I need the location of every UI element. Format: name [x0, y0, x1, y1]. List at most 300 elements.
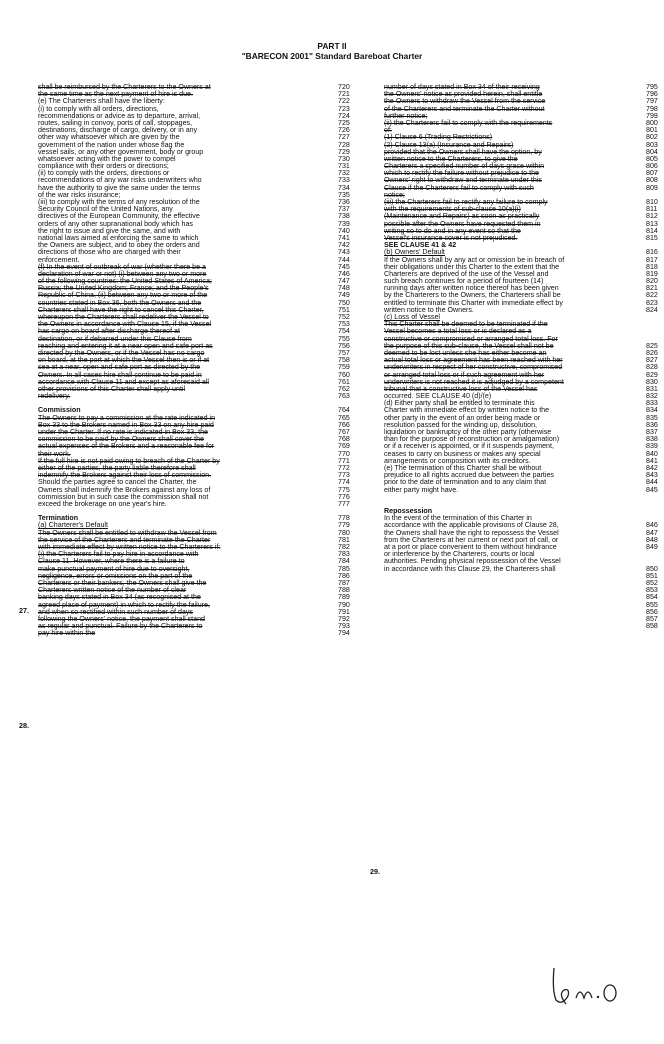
clause-text: than for the purpose of reconstruction or amalgamation) — [384, 435, 560, 444]
clause-text: whatsoever acting with the power to compel — [38, 154, 176, 163]
line-number: 799 — [646, 111, 658, 120]
line-number: 809 — [646, 183, 658, 192]
line-number: 838 — [646, 435, 658, 444]
line-number: 831 — [646, 384, 658, 393]
line-number: 720 — [338, 83, 350, 91]
clause-text: accordance with the applicable provisions of Clause 28, — [384, 521, 559, 530]
line-number: 849 — [646, 543, 658, 551]
line-number: 749 — [338, 291, 350, 300]
clause-text: the Owners in accordance with Clause 15, if the Vessel — [38, 320, 212, 329]
line-number: 759 — [338, 363, 350, 372]
clause-text: actual expenses of the Brokers and a reasonable fee for — [38, 442, 215, 451]
line-number: 774 — [338, 478, 350, 487]
clause-text: reaching and entering it at a near open and safe port as — [38, 341, 213, 350]
line-number: 804 — [646, 147, 658, 156]
line-number: 727 — [338, 133, 350, 142]
clause-text: orders of any other supranational body which has — [38, 219, 193, 228]
clause-text: vessel sails, or any other government, body or group — [38, 147, 204, 156]
clause-text: Vessel's insurance cover is not prejudiced. — [384, 233, 518, 242]
right-line — [384, 494, 664, 501]
line-number: 850 — [646, 564, 658, 573]
clause-text: recommendations of any war risks underwriters who — [38, 176, 202, 185]
clause-text: notice; — [384, 190, 405, 199]
clause-text: government of the nation under whose flag the — [38, 140, 185, 149]
line-number: 752 — [338, 313, 350, 321]
clause-text: prejudice to all rights accrued due between the parties — [384, 471, 554, 480]
clause-text: following the Owners' notice, the payment shall stand — [38, 614, 205, 623]
page-header — [0, 41, 664, 61]
line-number: 856 — [646, 607, 658, 616]
line-number: 822 — [646, 291, 658, 300]
line-number: 802 — [646, 133, 658, 142]
clause-text: Box 33 to the Brokers named in Box 33 on any hire paid — [38, 420, 214, 429]
clause-text: as regular and punctual. Failure by the Charterers to — [38, 622, 203, 631]
clause-text: directives of the European Community, the effective — [38, 212, 200, 221]
line-number: 726 — [338, 126, 350, 135]
clause-text: (ii) to comply with the orders, directions or — [38, 169, 170, 178]
clause-text: Charterers written notice of the number of clear — [38, 586, 187, 595]
clause-text: shall be reimbursed by the Charterers to the Owners at — [38, 83, 211, 91]
line-number: 790 — [338, 600, 350, 609]
clause-text: directed by the Owners, or if the Vessel has no cargo — [38, 348, 205, 357]
line-number: 826 — [646, 348, 658, 357]
clause-text: make punctual payment of hire due to oversight, — [38, 564, 190, 573]
section-number-28: 28. — [19, 721, 29, 730]
line-number: 772 — [338, 463, 350, 472]
line-number: 724 — [338, 111, 350, 120]
line-number: 796 — [646, 90, 658, 99]
line-number: 829 — [646, 370, 658, 379]
clause-text: of: — [384, 126, 392, 135]
clause-text: whereupon the Charterers shall redeliver the Vessel to — [38, 313, 209, 321]
clause-text: on board, at the port at which the Vessel then is or if at — [38, 356, 210, 365]
line-number: 824 — [646, 305, 658, 314]
clause-text: in accordance with this Clause 29, the Charterers shall — [384, 564, 556, 573]
line-number: 741 — [338, 233, 350, 242]
clause-text: underwriters in respect of her constructive, compromised — [384, 363, 563, 372]
clause-text: prior to the date of termination and to any claim that — [384, 478, 547, 487]
left-line — [38, 501, 360, 508]
clause-text: the Owners shall have the right to repossess the Vessel — [384, 528, 559, 537]
clause-text: Charter with immediate effect by written notice to the — [384, 406, 550, 415]
clause-text: agreed place of payment) in which to rectify the failure, — [38, 600, 210, 609]
clause-text: (c) Loss of Vessel — [384, 313, 440, 321]
line-number: 761 — [338, 377, 350, 386]
clause-text: banking days stated in Box 34 (as recognised at the — [38, 593, 201, 602]
line-number: 783 — [338, 550, 350, 559]
line-number: 760 — [338, 370, 350, 379]
line-number: 740 — [338, 226, 350, 235]
line-number: 735 — [338, 190, 350, 199]
line-number: 762 — [338, 384, 350, 393]
right-line — [384, 623, 664, 630]
line-number: 731 — [338, 162, 350, 171]
clause-text: Vessel becomes a total loss or is declared as a — [384, 327, 532, 336]
section-number-29: 29. — [370, 867, 380, 876]
clause-text: provided that the Owners shall have the option, by — [384, 147, 542, 156]
line-number: 817 — [646, 255, 658, 264]
clause-text: (i) to comply with all orders, directions, — [38, 104, 159, 113]
clause-text: Security Council of the United Nations, any — [38, 205, 173, 214]
clause-text: their obligations under this Charter to the extent that the — [384, 262, 560, 271]
clause-text: or arranged total loss or if such agreement with her — [384, 370, 545, 379]
line-number: 730 — [338, 154, 350, 163]
line-number: 725 — [338, 118, 350, 127]
clause-text: Charterers a specified number of days grace within — [384, 162, 545, 171]
line-number: 801 — [646, 126, 658, 135]
clause-text: running days after written notice thereof has been given — [384, 284, 559, 293]
clause-text: Clause 11. However, where there is a failure to — [38, 557, 185, 566]
line-number: 751 — [338, 305, 350, 314]
right-column — [384, 84, 664, 630]
line-number: 816 — [646, 248, 658, 257]
line-number: 756 — [338, 341, 350, 350]
line-number: 839 — [646, 442, 658, 451]
right-line — [384, 120, 664, 127]
line-number: 770 — [338, 449, 350, 458]
line-number: 780 — [338, 528, 350, 537]
line-number: 732 — [338, 169, 350, 178]
line-number: 788 — [338, 586, 350, 595]
line-number: 808 — [646, 176, 658, 185]
clause-text: Should the parties agree to cancel the Charter, the — [38, 478, 197, 487]
clause-text: declaration of war or not) (i) between any two or more — [38, 269, 207, 278]
clause-text: their work. — [38, 449, 71, 458]
line-number: 784 — [338, 557, 350, 566]
clause-text: written notice to the Owners. — [384, 305, 474, 314]
line-number: 847 — [646, 528, 658, 537]
clause-text: Charterers are deprived of the use of the Vessel and — [384, 269, 549, 278]
clause-text: (Maintenance and Repairs) as soon as practically — [384, 212, 540, 221]
clause-text: by the Charterers to the Owners, the Charterers shall be — [384, 291, 561, 300]
clause-text: the Owners to withdraw the Vessel from the service — [384, 97, 546, 106]
left-column — [38, 84, 360, 637]
line-number: 791 — [338, 607, 350, 616]
line-number: 823 — [646, 298, 658, 307]
line-number: 852 — [646, 578, 658, 587]
left-line — [38, 630, 360, 637]
clause-text: possible after the Owners have requested them in — [384, 219, 541, 228]
line-number: 803 — [646, 140, 658, 149]
line-number: 835 — [646, 413, 658, 422]
line-number: 819 — [646, 269, 658, 278]
line-number: 797 — [646, 97, 658, 106]
line-number: 846 — [646, 521, 658, 530]
line-number: 750 — [338, 298, 350, 307]
clause-text: other way whatsoever which are given by the — [38, 133, 180, 142]
clause-text: ceases to carry on business or makes any special — [384, 449, 541, 458]
clause-text: other party in the event of an order being made or — [384, 413, 541, 422]
line-number: 798 — [646, 104, 658, 113]
line-number: 768 — [338, 435, 350, 444]
line-number: 781 — [338, 535, 350, 544]
line-number: 754 — [338, 327, 350, 336]
line-number: 786 — [338, 571, 350, 580]
clause-text: resolution passed for the winding up, dissolution, — [384, 420, 538, 429]
line-number: 753 — [338, 320, 350, 329]
clause-text: entitled to terminate this Charter with immediate effect by — [384, 298, 563, 307]
clause-text: written notice to the Charterers, to give the — [384, 154, 518, 163]
line-number: 832 — [646, 392, 658, 401]
left-line — [38, 508, 360, 515]
line-number: 821 — [646, 284, 658, 293]
clause-text: of the following countries: the United States of America; — [38, 277, 212, 286]
line-number: 766 — [338, 420, 350, 429]
line-number: 782 — [338, 543, 350, 551]
clause-text: Charterers shall have the right to cancel this Charter, — [38, 305, 204, 314]
clause-text: routes, sailing in convoy, ports of call, stoppages, — [38, 118, 193, 127]
line-number: 777 — [338, 499, 350, 508]
clause-text: the same time as the next payment of hire is due. — [38, 90, 193, 99]
clause-text: pay hire within the — [38, 629, 96, 638]
line-number: 776 — [338, 492, 350, 501]
line-number: 843 — [646, 471, 658, 480]
line-number: 742 — [338, 241, 350, 250]
left-line — [38, 393, 360, 400]
clause-text: the right to issue and give the same, and with — [38, 226, 181, 235]
line-number: 825 — [646, 341, 658, 350]
line-number: 807 — [646, 169, 658, 178]
line-number: 721 — [338, 90, 350, 99]
line-number: 815 — [646, 233, 658, 242]
line-number: 827 — [646, 356, 658, 365]
line-number: 853 — [646, 586, 658, 595]
clause-text: (iii) to comply with the terms of any resolution of the — [38, 198, 200, 206]
line-number: 806 — [646, 162, 658, 171]
line-number: 810 — [646, 198, 658, 206]
clause-text: Owners shall indemnify the Brokers against any loss of — [38, 485, 211, 494]
line-number: 840 — [646, 449, 658, 458]
clause-text: tribunal that a constructive loss of the Vessel has — [384, 384, 538, 393]
line-number: 764 — [338, 406, 350, 415]
clause-text: of the war risks insurance; — [38, 190, 121, 199]
clause-text: with immediate effect by written notice to the Charterers if: — [38, 543, 221, 551]
line-number: 773 — [338, 471, 350, 480]
clause-text: the Owners' notice as provided herein, shall entitle — [384, 90, 543, 99]
clause-text: deemed to be lost unless she has either become an — [384, 348, 547, 357]
clause-text: sea at a near, open and safe port as directed by the — [38, 363, 201, 372]
clause-text: arrangements or composition with its creditors. — [384, 456, 531, 465]
line-number: 820 — [646, 277, 658, 286]
clause-text: indemnify the Brokers against their loss of commission. — [38, 471, 212, 480]
line-number: 748 — [338, 284, 350, 293]
clause-text: actual total loss or agreement has been reached with her — [384, 356, 563, 365]
line-number: 744 — [338, 255, 350, 264]
line-number: 818 — [646, 262, 658, 271]
clause-text: writing so to do and in any event so that the — [384, 226, 521, 235]
line-number: 728 — [338, 140, 350, 149]
clause-text: (e) The termination of this Charter shall be without — [384, 463, 542, 472]
clause-text: of the Charterers and terminate the Charter without — [384, 104, 545, 113]
clause-text: (f) In the event of outbreak of war (whether there be a — [38, 262, 206, 271]
clause-text: (e) The Charterers shall have the liberty: — [38, 97, 165, 106]
line-number: 736 — [338, 198, 350, 206]
clause-text: liquidation or bankruptcy of the other party (otherwise — [384, 428, 552, 436]
line-number: 734 — [338, 183, 350, 192]
clause-text: Owners' right to withdraw and terminate under this — [384, 176, 542, 185]
clause-text: exceed the brokerage on one year's hire. — [38, 499, 167, 508]
clause-text: under the Charter. If no rate is indicated in Box 33, the — [38, 428, 208, 436]
line-number: 779 — [338, 521, 350, 530]
clause-text: compliance with their orders or directions; — [38, 162, 169, 171]
line-number: 763 — [338, 392, 350, 401]
clause-text: The Owners to pay a commission at the rate indicated in — [38, 413, 216, 422]
line-number: 775 — [338, 485, 350, 494]
line-number: 747 — [338, 277, 350, 286]
clause-text: This Charter shall be deemed to be terminated if the — [384, 320, 548, 329]
clause-text: occurred. SEE CLAUSE 40 (d)/(e) — [384, 392, 492, 401]
clause-text: either party might have. — [384, 485, 459, 494]
line-number: 854 — [646, 593, 658, 602]
clause-text: the Owners are subject, and to obey the orders and — [38, 241, 200, 250]
clause-text: If the Owners shall by any act or omission be in breach of — [384, 255, 565, 264]
clause-text: countries stated in Box 36, both the Owners and the — [38, 298, 202, 307]
line-number: 812 — [646, 212, 658, 221]
right-line — [384, 609, 664, 616]
clause-text: Republic of China, (ii) between any two or more of the — [38, 291, 208, 300]
clause-text: enforcement. — [38, 255, 80, 264]
clause-text: redelivery. — [38, 392, 71, 401]
line-number: 755 — [338, 334, 350, 343]
clause-text: (d) Either party shall be entitled to terminate this — [384, 399, 535, 408]
clause-text: other provisions of this Charter shall apply until — [38, 384, 186, 393]
line-number: 858 — [646, 622, 658, 631]
line-number: 738 — [338, 212, 350, 221]
clause-text: Owners. In all cases hire shall continue to be paid in — [38, 370, 202, 379]
clause-text: national laws aimed at enforcing the same to which — [38, 233, 199, 242]
clause-text: recommendations or advice as to departure, arrival, — [38, 111, 201, 120]
clause-text: have the authority to give the same under the terms — [38, 183, 201, 192]
clause-text: such breach continues for a period of fourteen (14) — [384, 277, 544, 286]
line-number: 844 — [646, 478, 658, 487]
right-line — [384, 580, 664, 587]
line-number: 830 — [646, 377, 658, 386]
clause-text: Commission — [38, 406, 81, 415]
line-number: 769 — [338, 442, 350, 451]
clause-text: (b) Owners' Default — [384, 248, 445, 257]
clause-text: The Owners shall be entitled to withdraw the Vessel from — [38, 528, 217, 537]
line-number: 729 — [338, 147, 350, 156]
clause-text: Russia; the United Kingdom; France; and the People's — [38, 284, 209, 293]
clause-text: or interference by the Charterers, courts or local — [384, 550, 535, 559]
right-line — [384, 566, 664, 573]
clause-text: (a) Charterer's Default — [38, 521, 108, 530]
handwritten-signature — [548, 960, 638, 1010]
clause-text: (2) Clause 13(a) (Insurance and Repairs) — [384, 140, 514, 149]
right-line — [384, 185, 664, 192]
line-number: 814 — [646, 226, 658, 235]
line-number: 793 — [338, 622, 350, 631]
line-number: 836 — [646, 420, 658, 429]
clause-text: directions of those who are charged with their — [38, 248, 181, 257]
clause-text: Charterers or their bankers, the Owners shall give the — [38, 578, 207, 587]
clause-text: If the full hire is not paid owing to breach of the Charter by — [38, 456, 220, 465]
line-number: 787 — [338, 578, 350, 587]
line-number: 848 — [646, 535, 658, 544]
line-number: 785 — [338, 564, 350, 573]
clause-text: (1) Clause 6 (Trading Restrictions) — [384, 133, 493, 142]
clause-text: has cargo on board after discharge thereof at — [38, 327, 180, 336]
line-number: 811 — [646, 205, 658, 214]
clause-text: Termination — [38, 514, 79, 523]
clause-text: (i) the Charterers fail to pay hire in accordance with — [38, 550, 199, 559]
line-number: 845 — [646, 485, 658, 494]
clause-text: which to rectify the failure without prejudice to the — [384, 169, 539, 178]
clause-text: Clause if the Charterers fail to comply with such — [384, 183, 534, 192]
right-line — [384, 587, 664, 594]
clause-text: number of days stated in Box 34 of their receiving — [384, 83, 540, 91]
line-number: 792 — [338, 614, 350, 623]
clause-text: negligence, errors or omissions on the part of the — [38, 571, 193, 580]
right-line — [384, 487, 664, 494]
clause-text: (iii) the Charterers fail to rectify any failure to comply — [384, 198, 548, 206]
line-number: 745 — [338, 262, 350, 271]
left-line — [38, 443, 360, 450]
line-number: 842 — [646, 463, 658, 472]
clause-text: Repossession — [384, 507, 433, 516]
clause-text: from the Charterers at her current or next port of call, or — [384, 535, 559, 544]
clause-text: accordance with Clause 11 and except as aforesaid all — [38, 377, 210, 386]
line-number: 722 — [338, 97, 350, 106]
line-number: 758 — [338, 356, 350, 365]
line-number: 767 — [338, 428, 350, 436]
line-number: 743 — [338, 248, 350, 257]
right-line — [384, 573, 664, 580]
clause-text: underwriters is not reached it is adjudged by a competent — [384, 377, 564, 386]
line-number: 739 — [338, 219, 350, 228]
right-line — [384, 602, 664, 609]
line-number: 800 — [646, 118, 658, 127]
clause-text: and when so rectified within such number of days — [38, 607, 193, 616]
left-line — [38, 386, 360, 393]
clause-text: In the event of the termination of this Charter in — [384, 514, 532, 523]
line-number: 813 — [646, 219, 658, 228]
clause-text: destinations, discharge of cargo, delivery, or in any — [38, 126, 198, 135]
line-number: 828 — [646, 363, 658, 372]
line-number: 778 — [338, 514, 350, 523]
line-number: 737 — [338, 205, 350, 214]
clause-text: further notice; — [384, 111, 428, 120]
line-number: 837 — [646, 428, 658, 436]
line-number: 855 — [646, 600, 658, 609]
clause-text: constructive or compromised or arranged total loss. For — [384, 334, 558, 343]
line-number: 757 — [338, 348, 350, 357]
clause-text: the service of the Charterers and terminate the Charter — [38, 535, 211, 544]
clause-text: at a port or place convenient to them without hindrance — [384, 543, 557, 551]
clause-text: (ii) the Charterers fail to comply with the requirements — [384, 118, 553, 127]
left-line — [38, 400, 360, 407]
right-line — [384, 594, 664, 601]
clause-text: or if a receiver is appointed, or if it suspends payment, — [384, 442, 554, 451]
clause-text: authorities. Pending physical repossession of the Vessel — [384, 557, 561, 566]
line-number: 795 — [646, 83, 658, 91]
line-number: 851 — [646, 571, 658, 580]
clause-text: SEE CLAUSE 41 & 42 — [384, 241, 457, 250]
line-number: 805 — [646, 154, 658, 163]
part-label: PART II — [317, 41, 347, 51]
clause-text: with the requirements of sub-clause 10(a)(i) — [384, 205, 521, 214]
line-number: 733 — [338, 176, 350, 185]
clause-text: the purpose of this sub-clause, the Vessel shall not be — [384, 341, 554, 350]
line-number: 771 — [338, 456, 350, 465]
line-number: 794 — [338, 629, 350, 638]
left-line — [38, 249, 360, 256]
section-number-27: 27. — [19, 606, 29, 615]
line-number: 789 — [338, 593, 350, 602]
document-title: "BARECON 2001" Standard Bareboat Charter — [241, 51, 423, 61]
line-number: 746 — [338, 269, 350, 278]
line-number: 857 — [646, 614, 658, 623]
